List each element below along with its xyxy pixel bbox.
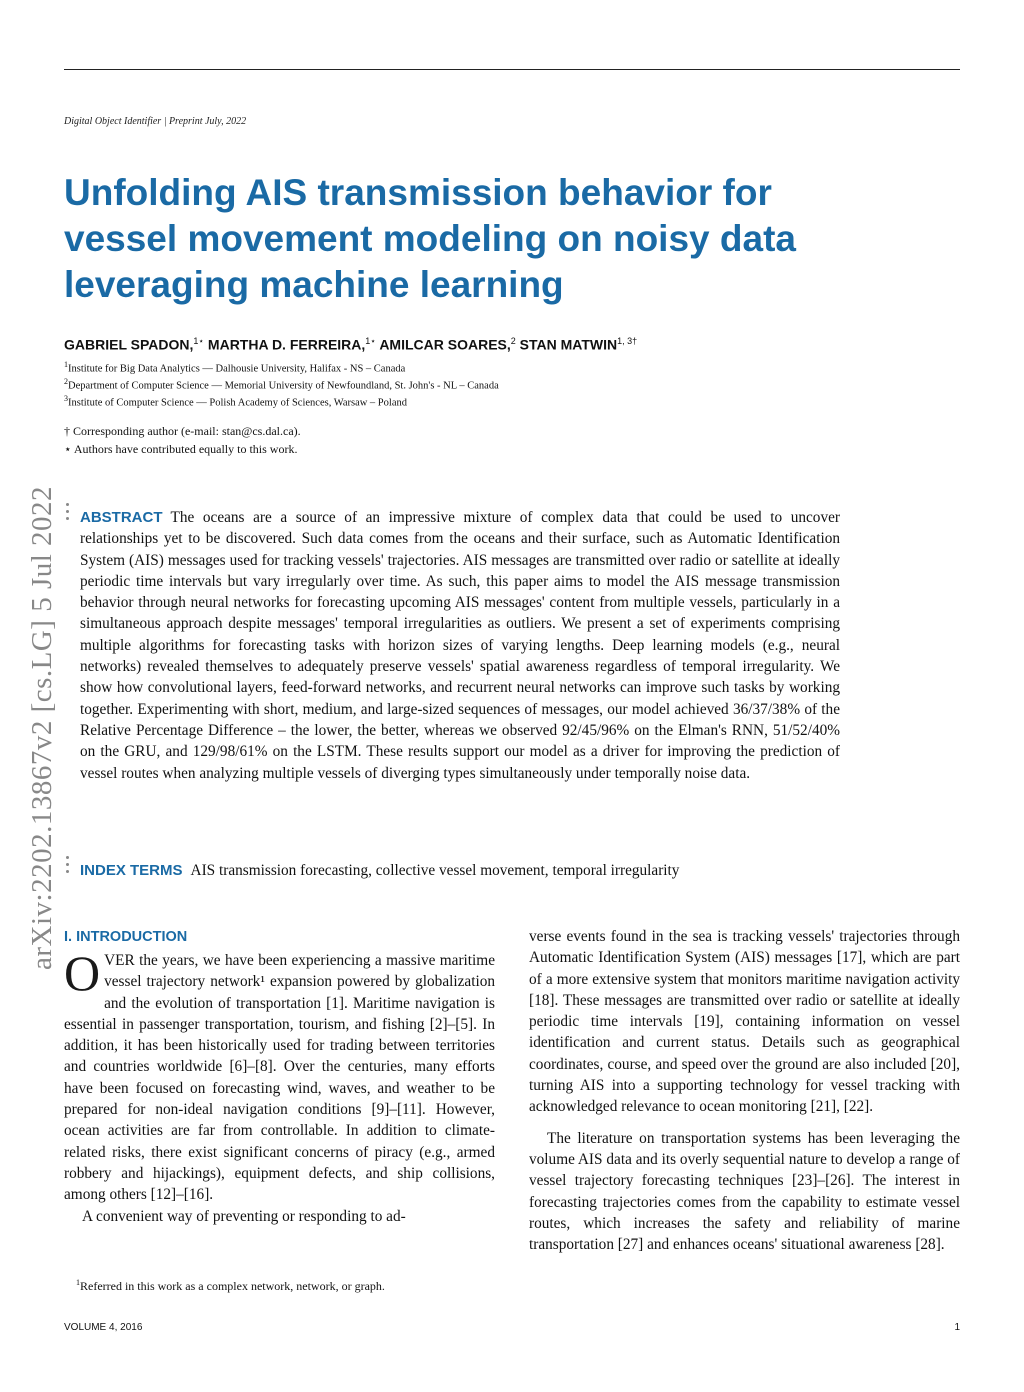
footer-page-number: 1	[954, 1322, 960, 1333]
equal-contribution-note: ⋆ Authors have contributed equally to this work.	[64, 442, 298, 456]
left-column	[64, 926, 495, 1227]
index-terms-text: AIS transmission forecasting, collective vessel movement, temporal irregularity	[190, 862, 680, 879]
index-terms	[80, 860, 840, 881]
footnote: $^1$Referred in this work as a complex network, network, or graph.	[76, 1278, 385, 1293]
doi-line: Digital Object Identifier | Preprint July, 2022	[64, 116, 247, 127]
abstract-text: The oceans are a source of an impressive mixture of complex data that could be used to uncover relationships yet to be discovered. Such data comes from the oceans and their surface, such as Automatic Identification System (AIS) messages used for tracking vessels' trajectories. AIS messages are transmitted over radio or satellite at ideally periodic time intervals but vary irregularly over time. As such, this paper aims to model the AIS message transmission behavior through neural networks for forecasting upcoming AIS messages' content from multiple vessels, particularly in a simultaneous approach despite messages' temporal irregularities as outliers. We present a set of experiments comprising multiple algorithms for forecasting tasks with horizon sizes of varying lengths. Deep learning models (e.g., neural networks) revealed themselves to adequately preserve vessels' spatial awareness regardless of temporal irregularity. We show how convolutional layers, feed-forward networks, and recurrent neural networks can improve such tasks by working together. Experimenting with short, medium, and large-sized sequences of messages, our model achieved 36/37/38% of the Relative Percentage Difference – the lower, the better, whereas we observed 92/45/96% on the Elman's RNN, 51/52/40% on the GRU, and 129/98/61% on the LSTM. These results support our model as a driver for improving the prediction of vessel routes when analyzing multiple vessels of diverging types simultaneously under temporally noise data.	[80, 509, 840, 782]
affiliation: $^3$Institute of Computer Science — Polish Academy of Sciences, Warsaw – Poland	[64, 394, 407, 409]
author-name: MARTHA D. FERREIRA,	[207, 336, 366, 353]
drop-cap: O	[64, 945, 101, 1001]
paragraph: A convenient way of preventing or responding to ad-	[82, 1207, 406, 1225]
abstract	[80, 507, 840, 784]
author-affil-mark: 1, 3†	[617, 336, 638, 346]
section-heading: I. INTRODUCTION	[64, 929, 188, 945]
abstract-label: ABSTRACT	[80, 509, 163, 526]
index-terms-label: INDEX TERMS	[80, 862, 183, 879]
affiliation: $^1$Institute for Big Data Analytics — Dalhousie University, Halifax - NS – Canada	[64, 360, 406, 375]
section-marker-dots	[66, 856, 70, 877]
arxiv-stamp: arXiv:2202.13867v2 [cs.LG] 5 Jul 2022	[26, 485, 58, 970]
top-rule	[64, 69, 960, 70]
section-marker-dots	[66, 503, 70, 524]
paper-title: Unfolding AIS transmission behavior for vessel movement modeling on noisy data leveraging machine learning	[64, 172, 796, 305]
author-name: STAN MATWIN	[519, 336, 618, 353]
author-name: GABRIEL SPADON,	[64, 336, 194, 353]
author-affil-mark: 2	[510, 336, 516, 346]
paragraph: OVER the years, we have been experiencing a massive maritime vessel trajectory network¹ expansion powered by globalization and the evolution of transportation [1]. Maritime navigation is essential in passenger transportation, tourism, and fishing [2]–[5]. In addition, it has been historically used for trading between territories and countries worldwide [6]–[8]. Over the centuries, many efforts have been focused on forecasting wind, waves, and weather to be prepared for non-ideal navigation conditions [9]–[11]. However, ocean activities are far from controllable. In addition to climate-related risks, there exist significant concerns of piracy (e.g., armed robbery and hijackings), equipment defects, and ship collisions, among others [12]–[16].	[64, 945, 495, 1204]
author-affil-mark: 1⋆	[193, 336, 205, 346]
footer-volume: VOLUME 4, 2016	[64, 1322, 143, 1333]
corresponding-author-note: † Corresponding author (e-mail: stan@cs.dal.ca).	[64, 424, 301, 438]
affiliation: $^2$Department of Computer Science — Memorial University of Newfoundland, St. John's - NL – Canada	[64, 377, 499, 392]
author-affil-mark: 1⋆	[365, 336, 376, 346]
right-column	[529, 926, 960, 1255]
author-list	[64, 336, 637, 353]
author-name: AMILCAR SOARES,	[379, 336, 511, 353]
paragraph: The literature on transportation systems has been leveraging the volume AIS data and its overly sequential nature to develop a range of vessel trajectory forecasting techniques [23]–[26]. The interest in forecasting trajectories comes from the capability to estimate vessel routes, which increases the safety and reliability of marine transportation [27] and enhances oceans' situational awareness [28].	[529, 1129, 960, 1254]
paragraph: verse events found in the sea is tracking vessels' trajectories through Automatic Identification System (AIS) messages [17], which are part of a more extensive system that monitors maritime navigation activity [18]. These messages are transmitted over radio or satellite at ideally periodic time intervals [19], containing information on vessel identification and current status. Details such as geographical coordinates, course, and speed over the ground are also included [20], turning AIS into a supporting technology for vessel tracking with acknowledged relevance to ocean monitoring [21], [22].	[529, 928, 960, 1116]
